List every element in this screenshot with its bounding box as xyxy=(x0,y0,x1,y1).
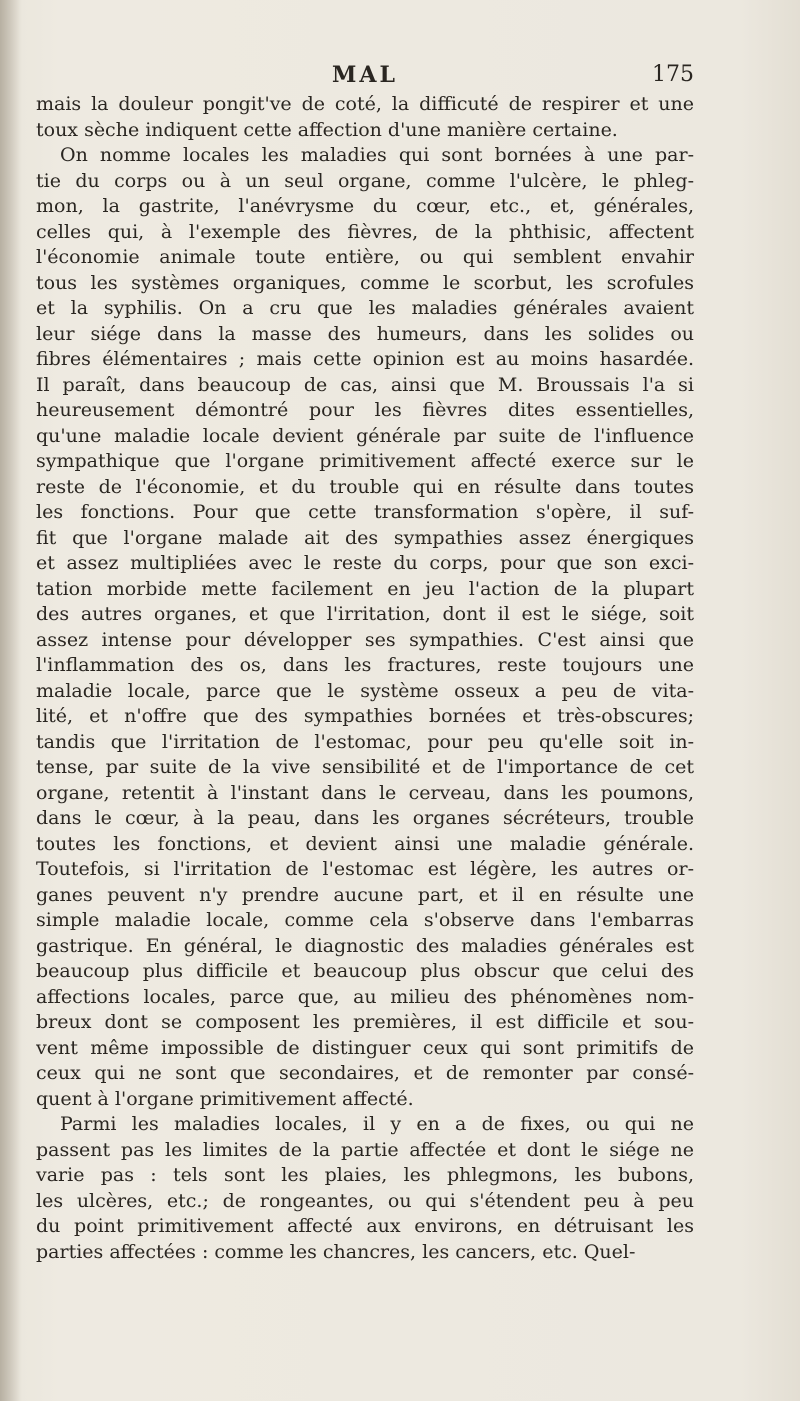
text-line: ganes peuvent n'y prendre aucune part, et il en résulte une xyxy=(36,883,694,906)
text-line: heureusement démontré pour les fièvres dites essentielles, xyxy=(36,399,694,421)
text-line: varie pas : tels sont les plaies, les phlegmons, les bubons, xyxy=(36,1164,694,1186)
text-line: tandis que l'irritation de l'estomac, pour peu qu'elle soit in- xyxy=(36,730,694,753)
text-line: lité, et n'offre que des sympathies bornées et très-obscures; xyxy=(36,705,694,727)
text-line: du point primitivement affecté aux environs, en détruisant les xyxy=(36,1215,694,1237)
text-line: Toutefois, si l'irritation de l'estomac est légère, les autres or- xyxy=(36,858,694,880)
gutter-shadow xyxy=(0,0,22,1401)
text-line: simple maladie locale, comme cela s'observe dans l'embarras xyxy=(36,909,694,931)
text-line: dans le cœur, à la peau, dans les organes sécréteurs, trouble xyxy=(36,807,694,829)
text-line: maladie locale, parce que le système osseux a peu de vita- xyxy=(36,679,694,702)
text-line: les ulcères, etc.; de rongeantes, ou qui s'étendent peu à peu xyxy=(36,1189,694,1212)
text-line: affections locales, parce que, au milieu des phénomènes nom- xyxy=(36,985,694,1008)
text-line: quent à l'organe primitivement affecté. xyxy=(36,1087,414,1110)
text-line: passent pas les limites de la partie affectée et dont le siége ne xyxy=(36,1138,694,1161)
text-line: fibres élémentaires ; mais cette opinion est au moins hasardée. xyxy=(36,348,694,370)
text-line: Il paraît, dans beaucoup de cas, ainsi que M. Broussais l'a si xyxy=(36,373,694,396)
text-line: tous les systèmes organiques, comme le scorbut, les scrofules xyxy=(36,271,694,294)
text-line: l'inflammation des os, dans les fractures, reste toujours une xyxy=(36,654,694,676)
text-line: fit que l'organe malade ait des sympathies assez énergiques xyxy=(36,526,694,549)
body-text xyxy=(36,92,694,1265)
text-line: leur siége dans la masse des humeurs, dans les solides ou xyxy=(36,322,694,345)
text-line: sympathique que l'organe primitivement affecté exerce sur le xyxy=(36,450,694,472)
text-line: On nomme locales les maladies qui sont bornées à une par- xyxy=(60,144,694,166)
text-line: assez intense pour développer ses sympathies. C'est ainsi que xyxy=(36,628,694,651)
text-line: mais la douleur pongit've de coté, la difficuté de respirer et une xyxy=(36,93,694,115)
text-line: gastrique. En général, le diagnostic des maladies générales est xyxy=(36,934,694,957)
text-line: beaucoup plus difficile et beaucoup plus obscur que celui des xyxy=(36,960,694,982)
text-line: et assez multipliées avec le reste du corps, pour que son exci- xyxy=(36,552,694,574)
text-line: reste de l'économie, et du trouble qui en résulte dans toutes xyxy=(36,475,694,498)
text-line: et la syphilis. On a cru que les maladies générales avaient xyxy=(36,297,694,319)
text-line: mon, la gastrite, l'anévrysme du cœur, etc., et, générales, xyxy=(36,195,694,217)
text-line: toutes les fonctions, et devient ainsi une maladie générale. xyxy=(36,832,694,855)
text-line: tense, par suite de la vive sensibilité et de l'importance de cet xyxy=(36,756,694,778)
text-line: vent même impossible de distinguer ceux qui sont primitifs de xyxy=(36,1036,694,1059)
page-number: 175 xyxy=(652,62,694,87)
text-line: l'économie animale toute entière, ou qui semblent envahir xyxy=(36,246,694,268)
text-line: parties affectées : comme les chancres, les cancers, etc. Quel- xyxy=(36,1240,636,1263)
text-line: des autres organes, et que l'irritation, dont il est le siége, soit xyxy=(36,603,694,625)
text-line: toux sèche indiquent cette affection d'une manière certaine. xyxy=(36,118,618,141)
text-line: tie du corps ou à un seul organe, comme l'ulcère, le phleg- xyxy=(36,169,694,192)
text-line: Parmi les maladies locales, il y en a de fixes, ou qui ne xyxy=(60,1113,694,1135)
text-line: tation morbide mette facilement en jeu l'action de la plupart xyxy=(36,577,694,600)
paragraph-p1 xyxy=(36,92,694,143)
paragraph-p3 xyxy=(36,1112,694,1265)
text-line: breux dont se composent les premières, il est difficile et sou- xyxy=(36,1011,694,1033)
page-header xyxy=(36,62,694,94)
paragraph-p2 xyxy=(36,143,694,1112)
text-line: les fonctions. Pour que cette transformation s'opère, il suf- xyxy=(36,501,694,523)
text-line: organe, retentit à l'instant dans le cerveau, dans les poumons, xyxy=(36,781,694,804)
running-head: MAL xyxy=(332,62,398,88)
text-line: ceux qui ne sont que secondaires, et de remonter par consé- xyxy=(36,1062,694,1084)
text-line: celles qui, à l'exemple des fièvres, de la phthisic, affectent xyxy=(36,220,694,243)
text-line: qu'une maladie locale devient générale par suite de l'influence xyxy=(36,424,694,447)
